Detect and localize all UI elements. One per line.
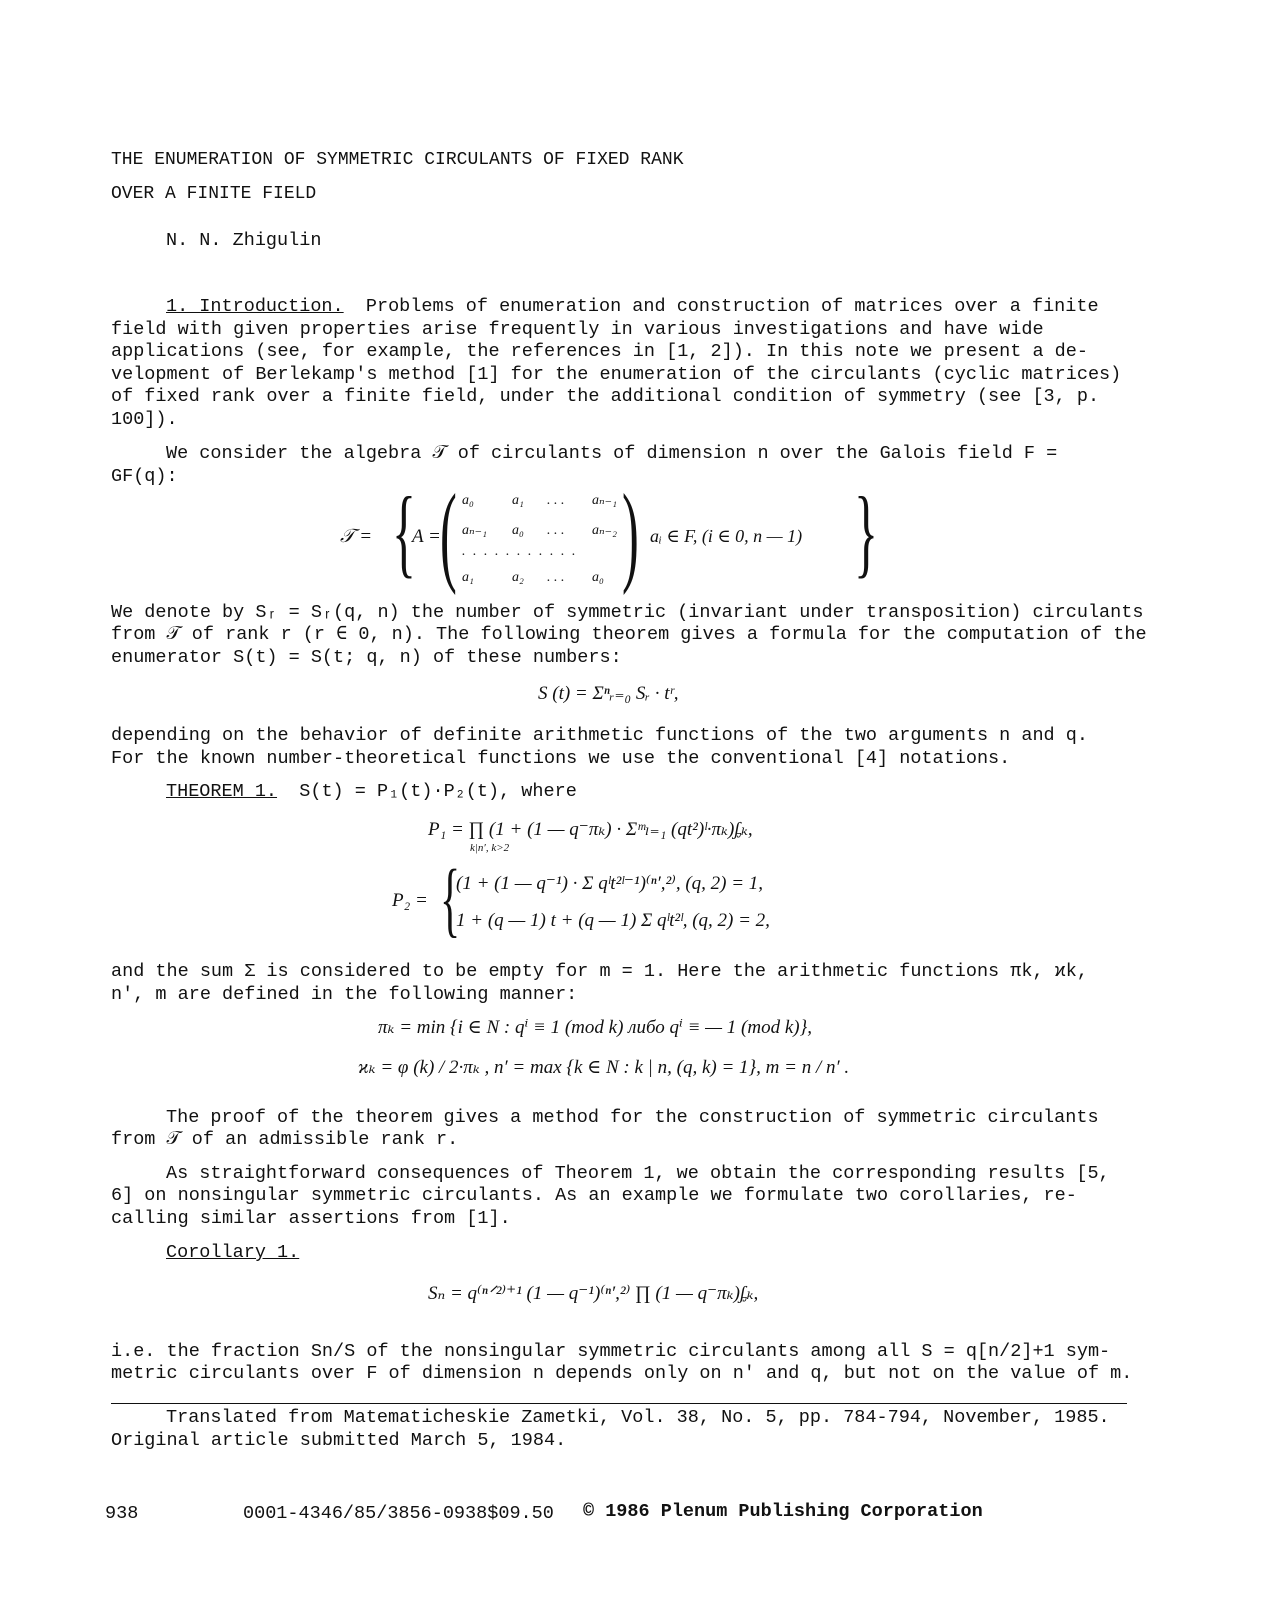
theorem-label: THEOREM 1. <box>166 781 278 802</box>
intro-line: velopment of Berlekamp's method [1] for the enumeration of the circulants (cyclic matrices) <box>111 364 1122 385</box>
equation-P1: P₁ = ∏ (1 + (1 — q⁻πₖ) · Σᵐₗ₌₁ (qt²)ˡ·πₖ)ᶋₖ, <box>428 819 753 840</box>
algebra-symbol: 𝒯 = <box>340 526 373 547</box>
cases-brace: { <box>440 853 461 946</box>
paragraph-line: The proof of the theorem gives a method for the construction of symmetric circulants <box>166 1107 1099 1128</box>
paragraph-line: GF(q): <box>111 466 178 487</box>
matrix-cell: . . . <box>547 523 565 538</box>
matrix-cell: a₂ <box>512 570 524 585</box>
matrix-A: A = <box>412 526 441 547</box>
matrix-cell: . . . <box>547 570 565 585</box>
intro-line: field with given properties arise frequently in various investigations and have wide <box>111 319 1044 340</box>
paragraph-line: metric circulants over F of dimension n depends only on n' and q, but not on the value of m. <box>111 1363 1133 1384</box>
section-heading: 1. Introduction. <box>166 296 344 317</box>
matrix-row <box>462 492 617 509</box>
product-subscript: k|n′, k>2 <box>470 842 510 854</box>
title-line-2: OVER A FINITE FIELD <box>111 184 317 204</box>
title-line-1: THE ENUMERATION OF SYMMETRIC CIRCULANTS OF FIXED RANK <box>111 150 684 170</box>
intro-line: applications (see, for example, the references in [1, 2]). In this note we present a de- <box>111 341 1088 362</box>
left-brace: { <box>392 476 416 587</box>
footnote-line: Original article submitted March 5, 1984. <box>111 1430 567 1451</box>
page-number: 938 <box>105 1503 139 1524</box>
paragraph-line: For the known number-theoretical functions we use the conventional [4] notations. <box>111 748 1011 769</box>
paragraph-line: calling similar assertions from [1]. <box>111 1208 511 1229</box>
matrix-cell: a₁ <box>512 493 524 508</box>
paragraph-line: n', m are defined in the following manner: <box>111 984 578 1005</box>
theorem-text: S(t) = P₁(t)·P₂(t), where <box>299 781 577 802</box>
intro-line: 100]). <box>111 409 178 430</box>
paragraph-line: As straightforward consequences of Theorem 1, we obtain the corresponding results [5, <box>166 1163 1110 1184</box>
paragraph-line: We consider the algebra 𝒯 of circulants of dimension n over the Galois field F = <box>166 443 1058 464</box>
theorem-line <box>166 781 577 803</box>
footnote-rule <box>111 1403 1127 1404</box>
P2-label: P₂ = <box>392 890 428 911</box>
equation-S: S (t) = Σⁿᵣ₌₀ Sᵣ · tʳ, <box>538 683 679 704</box>
matrix-cell: aₙ₋₂ <box>592 523 617 538</box>
paragraph-line: enumerator S(t) = S(t; q, n) of these numbers: <box>111 647 622 668</box>
right-paren: ) <box>622 472 639 596</box>
matrix-cell: a₁ <box>462 570 474 585</box>
paragraph-line: from 𝒯 of an admissible rank r. <box>111 1129 459 1150</box>
paragraph-line: depending on the behavior of definite arithmetic functions of the two arguments n and q. <box>111 725 1088 746</box>
matrix-row <box>462 570 604 586</box>
matrix-cell: . . . <box>547 493 565 508</box>
right-brace: } <box>854 476 878 587</box>
matrix-cell: a₀ <box>592 570 604 585</box>
matrix-cell: a₀ <box>512 523 524 538</box>
intro-first-line <box>166 296 1099 318</box>
matrix-cell: aₙ₋₁ <box>592 493 617 508</box>
paragraph-line: from 𝒯 of rank r (r ∈ 0, n). The following theorem gives a formula for the computation of the <box>111 624 1147 645</box>
paragraph-line: and the sum Σ is considered to be empty for m = 1. Here the arithmetic functions πk, ϰk, <box>111 961 1088 982</box>
intro-line: of fixed rank over a finite field, under the additional condition of symmetry (see [3, p. <box>111 386 1100 407</box>
matrix-condition: aᵢ ∈ F, (i ∈ 0, n — 1) <box>650 526 803 546</box>
P2-case-even: 1 + (q — 1) t + (q — 1) Σ qˡt²ˡ, (q, 2) = 2, <box>456 910 770 931</box>
matrix-cell: aₙ₋₁ <box>462 523 487 538</box>
footnote-line: Translated from Matematicheskie Zametki, Vol. 38, No. 5, pp. 784-794, November, 1985. <box>166 1407 1110 1428</box>
equation-kappa: ϰₖ = φ (k) / 2·πₖ , n′ = max {k ∈ N : k | n, (q, k) = 1}, m = n / n′ . <box>358 1057 850 1078</box>
article-code: 0001-4346/85/3856-0938$09.50 <box>243 1503 554 1524</box>
matrix-row <box>462 522 617 539</box>
left-paren: ( <box>440 472 457 596</box>
P2-case-odd: (1 + (1 — q⁻¹) · Σ qˡt²ˡ⁻¹)⁽ⁿ′,²⁾, (q, 2) = 1, <box>456 873 764 894</box>
equation-pi: πₖ = min {i ∈ N : qⁱ ≡ 1 (mod k) либо qⁱ ≡ — 1 (mod k)}, <box>378 1017 812 1038</box>
paragraph-line: i.e. the fraction Sn/S of the nonsingular symmetric circulants among all S = q[n/2]+1 sym- <box>111 1341 1111 1362</box>
equation-Sn: Sₙ = q⁽ⁿᐟ²⁾⁺¹ (1 — q⁻¹)⁽ⁿ′,²⁾ ∏ (1 — q⁻πₖ)ᶋₖ, <box>428 1283 759 1304</box>
copyright: © 1986 Plenum Publishing Corporation <box>583 1501 983 1522</box>
intro-text: Problems of enumeration and construction of matrices over a finite <box>365 296 1099 317</box>
author: N. N. Zhigulin <box>166 230 322 251</box>
paragraph-line: We denote by Sᵣ = Sᵣ(q, n) the number of symmetric (invariant under transposition) circulants <box>111 602 1144 623</box>
paragraph-line: 6] on nonsingular symmetric circulants. As an example we formulate two corollaries, re- <box>111 1185 1077 1206</box>
matrix-cell: a₀ <box>462 493 474 508</box>
matrix-dots-row: . . . . . . . . . . . <box>462 544 578 559</box>
corollary-label: Corollary 1. <box>166 1242 300 1263</box>
matrix-equation <box>340 472 880 596</box>
